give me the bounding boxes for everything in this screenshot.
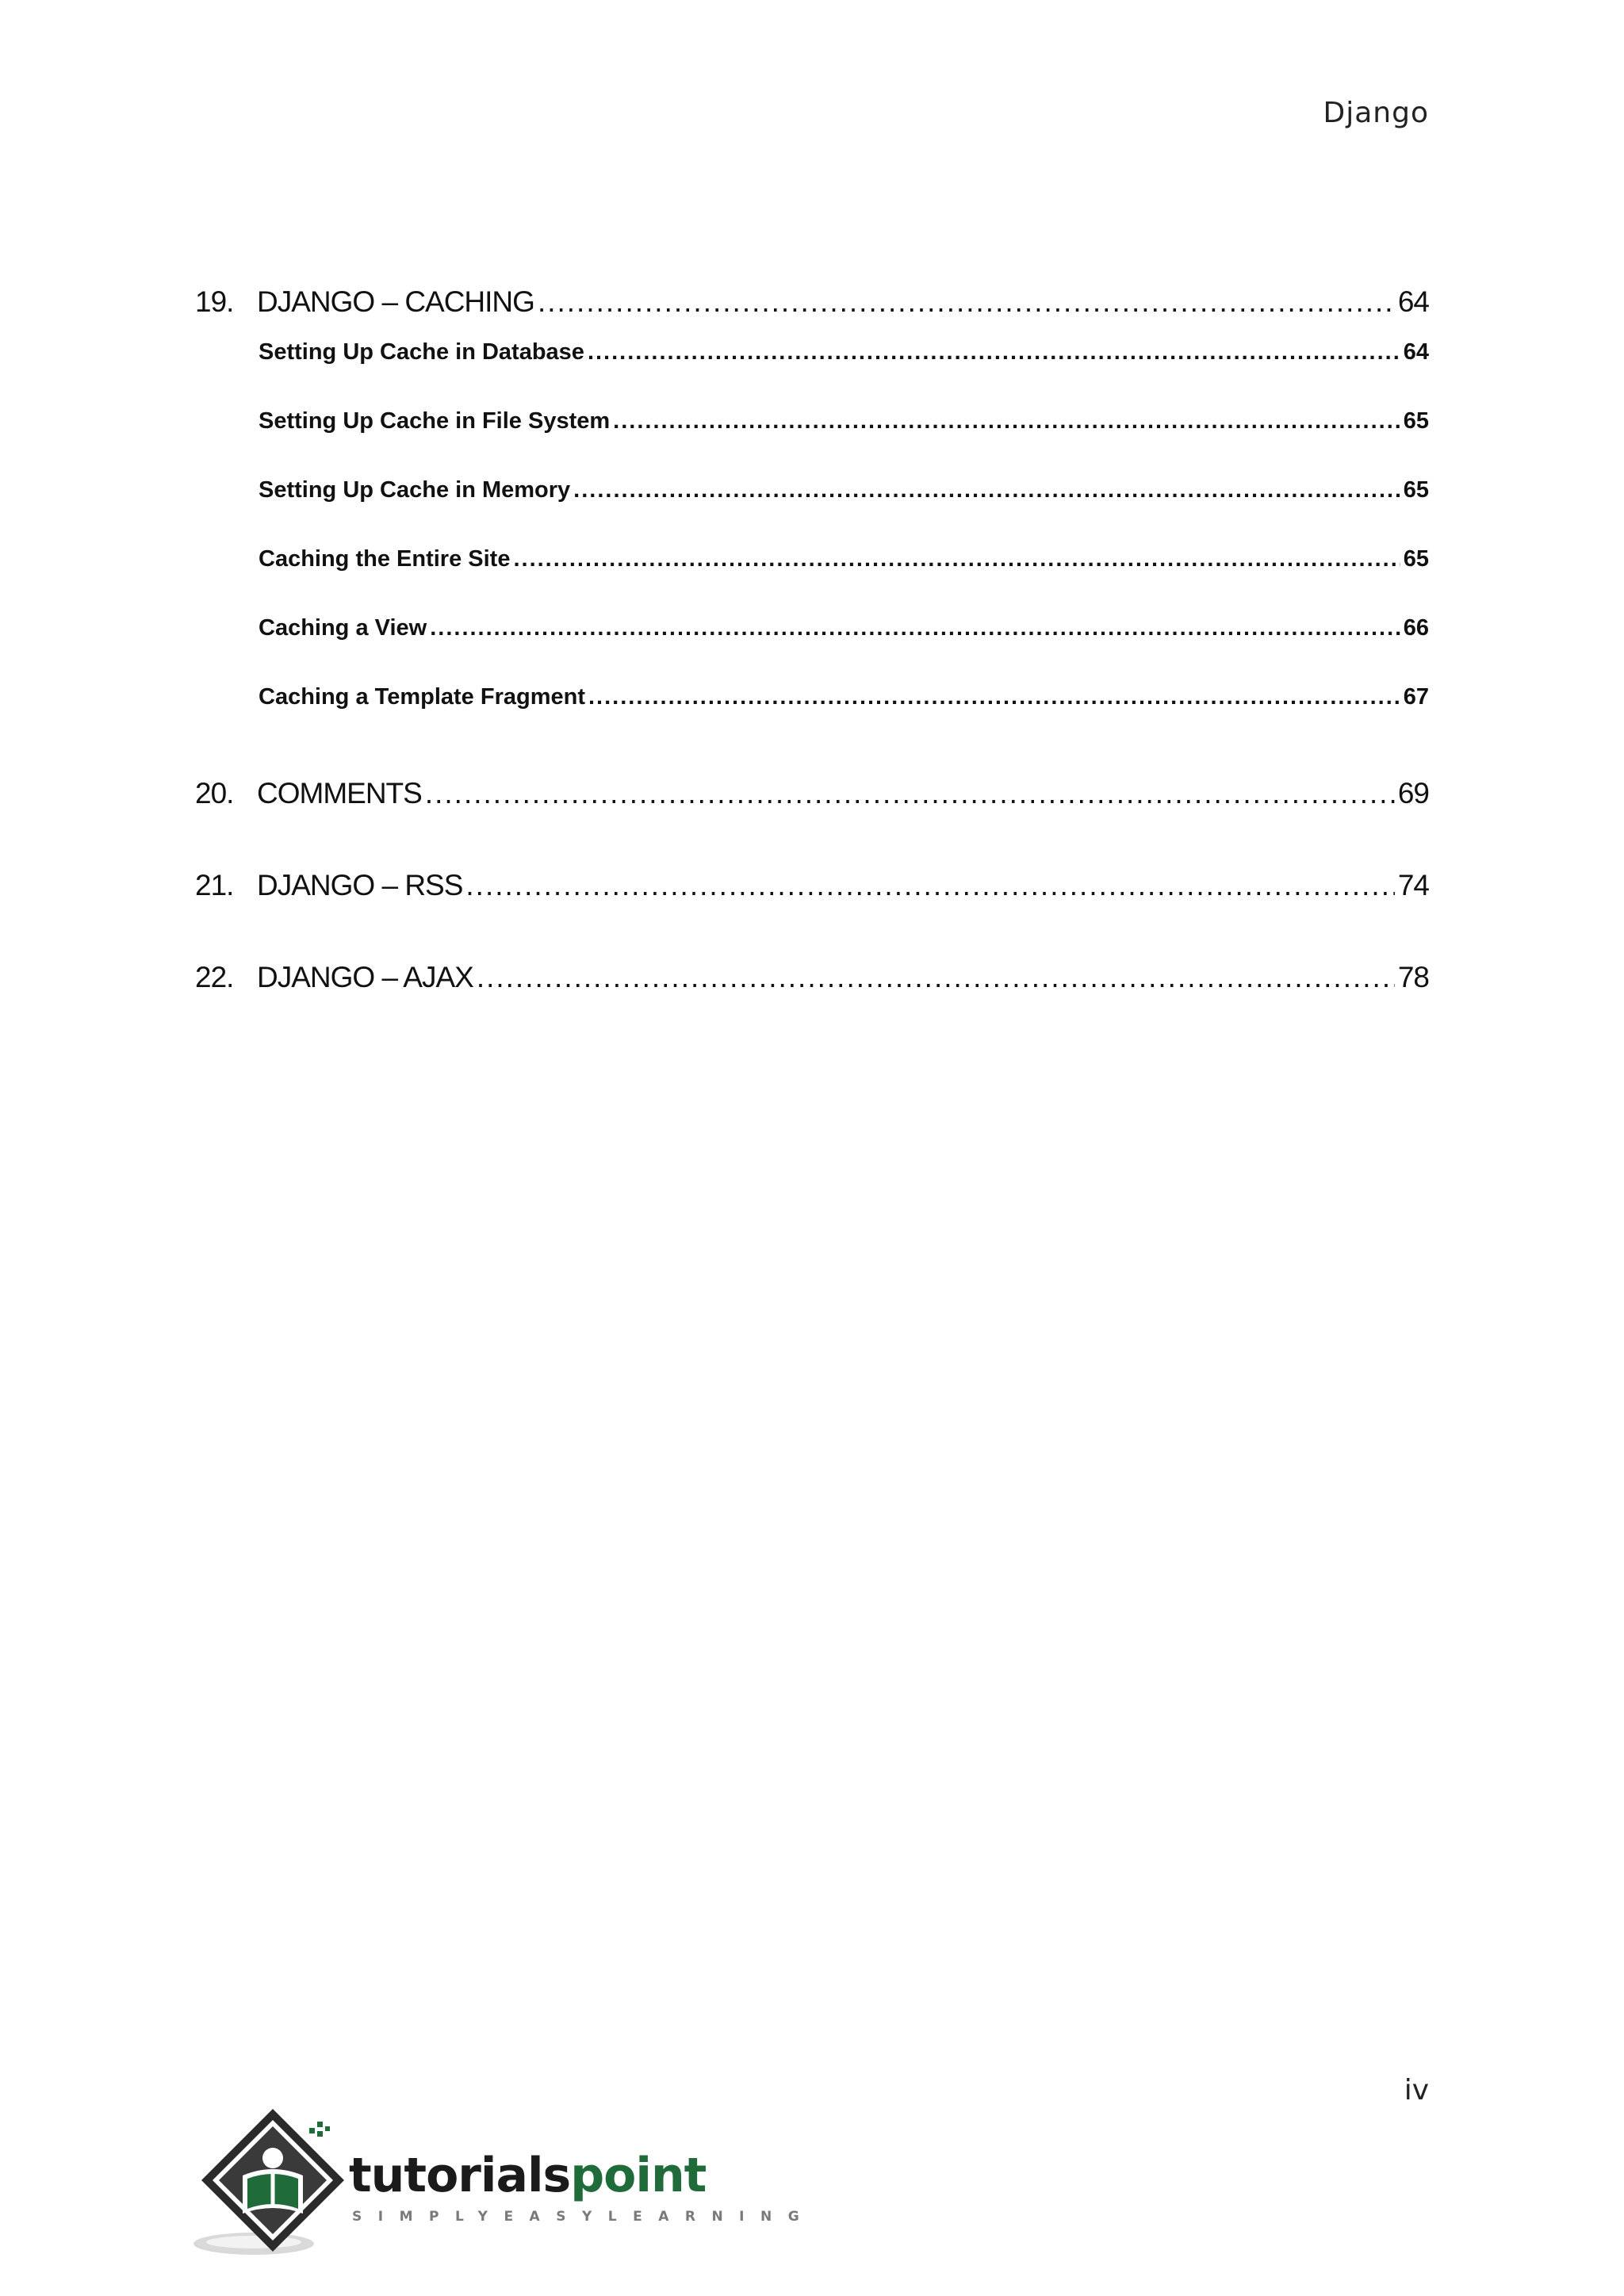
- tutorialspoint-logo: [193, 2103, 816, 2261]
- dot-leader: [538, 285, 1395, 319]
- entry-title: Setting Up Cache in File System: [259, 408, 611, 434]
- toc-chapter-21[interactable]: [195, 869, 1429, 923]
- toc-chapter-19[interactable]: [195, 285, 1429, 339]
- entry-page-number: 67: [1403, 684, 1429, 710]
- logo-wordmark: tutorialspoint: [349, 2148, 707, 2203]
- chapter-page-number: 64: [1397, 285, 1429, 318]
- toc-entry[interactable]: [195, 546, 1429, 615]
- chapter-title: DJANGO – RSS: [257, 869, 463, 901]
- toc-entry[interactable]: [195, 684, 1429, 753]
- page-number: iv: [1404, 2074, 1429, 2107]
- dot-leader: [425, 777, 1395, 810]
- spacer: [195, 831, 1429, 869]
- chapter-title: DJANGO – AJAX: [257, 961, 473, 993]
- entry-page-number: 64: [1403, 339, 1429, 365]
- logo-mark-icon: [193, 2103, 352, 2261]
- dot-leader: [513, 546, 1400, 572]
- chapter-title: COMMENTS: [257, 777, 422, 809]
- entry-title: Caching a View: [259, 615, 427, 641]
- chapter-number: 22.: [195, 961, 234, 993]
- chapter-number: 21.: [195, 869, 234, 901]
- dot-leader: [477, 961, 1395, 994]
- toc-chapter-22[interactable]: [195, 961, 1429, 1015]
- dot-leader: [613, 408, 1400, 434]
- chapter-page-number: 69: [1397, 777, 1429, 809]
- chapter-number: 19.: [195, 285, 234, 318]
- entry-page-number: 66: [1403, 615, 1429, 641]
- toc-chapter-20[interactable]: [195, 777, 1429, 831]
- spacer: [195, 753, 1429, 777]
- toc-entry[interactable]: [195, 408, 1429, 477]
- chapter-page-number: 78: [1397, 961, 1429, 993]
- dot-leader: [465, 869, 1394, 902]
- entry-title: Caching the Entire Site: [259, 546, 511, 572]
- running-header: Django: [1323, 97, 1429, 129]
- toc-entry[interactable]: [195, 339, 1429, 408]
- chapter-number: 20.: [195, 777, 234, 809]
- entry-page-number: 65: [1403, 546, 1429, 572]
- toc-entry[interactable]: [195, 615, 1429, 684]
- table-of-contents: [195, 285, 1429, 1015]
- toc-entry[interactable]: [195, 477, 1429, 546]
- chapter-page-number: 74: [1397, 869, 1429, 901]
- dot-leader: [573, 477, 1400, 503]
- entry-title: Setting Up Cache in Memory: [259, 477, 571, 503]
- entry-page-number: 65: [1403, 477, 1429, 503]
- entry-title: Setting Up Cache in Database: [259, 339, 584, 365]
- entry-page-number: 65: [1403, 408, 1429, 434]
- entry-title: Caching a Template Fragment: [259, 684, 585, 710]
- spacer: [195, 923, 1429, 961]
- dot-leader: [588, 339, 1400, 365]
- logo-tagline: SIMPLYEASYLEARNING: [352, 2209, 816, 2225]
- dot-leader: [430, 615, 1400, 641]
- chapter-title: DJANGO – CACHING: [257, 285, 534, 318]
- dot-leader: [588, 684, 1400, 710]
